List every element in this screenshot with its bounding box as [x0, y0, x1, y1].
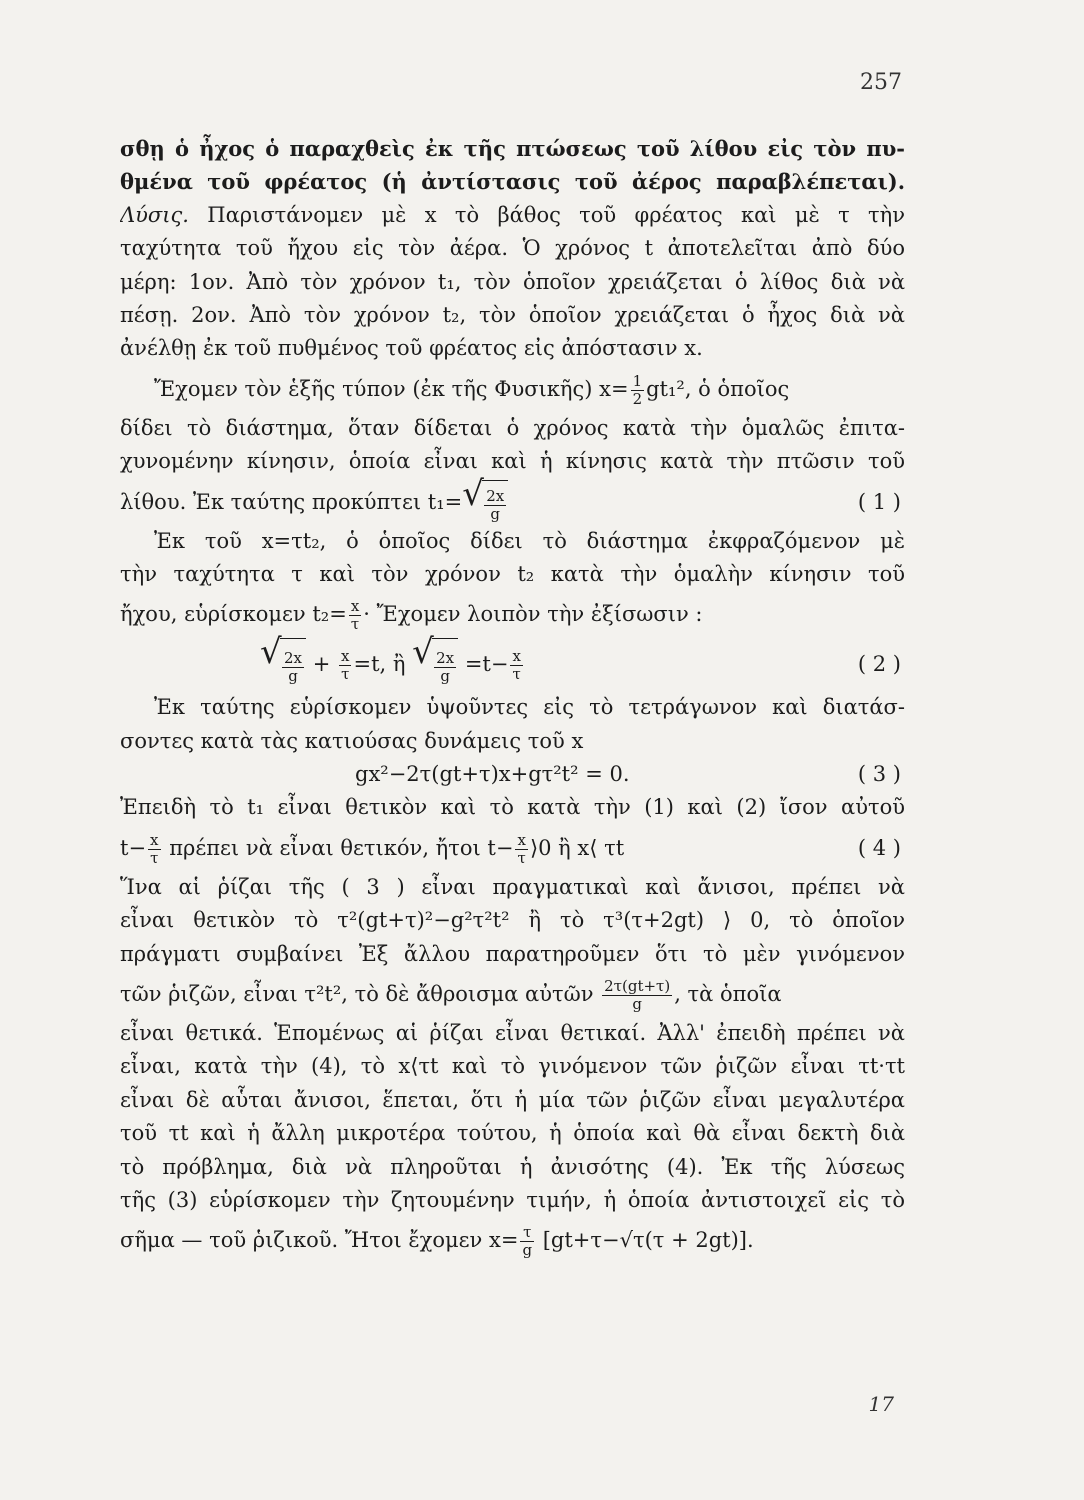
page-body [120, 132, 905, 1263]
equation-3: gx²−2τ(gt+τ)x+gτ²t² = 0. ( 3 ) [120, 758, 905, 791]
text-line: εἶναι θετικά. Ἑπομένως αἱ ῥίζαι εἶναι θετικαί. Ἀλλ' ἐπειδὴ πρέπει νὰ [120, 1021, 905, 1046]
text-line-formula: ἤχου, εὑρίσκομεν t₂= $\frac{x}{\tau}$ · Ἔχομεν λοιπὸν τὴν ἐξίσωσιν : [120, 597, 703, 634]
text-line: πέσῃ. 2ον. Ἀπὸ τὸν χρόνον t₂, τὸν ὁποῖον χρειάζεται ὁ ἦχος διὰ νὰ [120, 302, 905, 327]
equation-number: ( 1 ) [857, 489, 901, 514]
text-line: τὸ πρόβλημα, διὰ νὰ πληροῦται ἡ ἀνισότης (4). Ἐκ τῆς λύσεως [120, 1154, 905, 1179]
fraction: $\frac{1}{2}$ [632, 371, 643, 408]
square-root: √ $\frac{2x}{g}$ [462, 480, 508, 527]
text-line: Ἐπειδὴ τὸ t₁ εἶναι θετικὸν καὶ τὸ κατὰ τὴν (1) καὶ (2) ἴσον αὐτοῦ [120, 795, 905, 820]
equation-number: ( 3 ) [857, 762, 901, 787]
text-line: χυνομένην κίνησιν, ὁποία εἶναι καὶ ἡ κίνησις κατὰ τὴν πτῶσιν τοῦ [120, 449, 905, 474]
text-line-formula: t− $\frac{x}{\tau}$ πρέπει νὰ εἶναι θετικόν, ἤτοι t− $\frac{x}{\tau}$ ⟩0 ἢ x⟨ τt ( 4 ) [120, 825, 905, 871]
text-line: τὴν ταχύτητα τ καὶ τὸν χρόνον t₂ κατὰ τὴν ὁμαλὴν κίνησιν τοῦ [120, 561, 905, 586]
text-line: τοῦ τt καὶ ἡ ἄλλη μικροτέρα τούτου, ἡ ὁποία καὶ θὰ εἶναι δεκτὴ διὰ [120, 1121, 905, 1146]
text-line-formula: τῶν ῥιζῶν, εἶναι τ²t², τὸ δὲ ἄθροισμα αὐτῶν $\frac{2\tau(gt+\tau)}{g}$ , τὰ ὁποῖα [120, 977, 782, 1014]
text-line: τῆς (3) εὑρίσκομεν τὴν ζητουμένην τιμήν, ἡ ὁποία ἀντιστοιχεῖ εἰς τὸ [120, 1187, 905, 1212]
equation-number: ( 4 ) [857, 835, 901, 860]
signature-mark: 17 [868, 1392, 894, 1416]
equation-number: ( 2 ) [857, 652, 901, 677]
page-number: 257 [860, 70, 902, 95]
fraction: $\frac{x}{\tau}$ [350, 597, 360, 634]
text-line-formula: σῆμα — τοῦ ῥιζικοῦ. Ἤτοι ἔχομεν x= $\frac{\tau}{g}$ [gt+τ−√τ(τ + 2gt)]. [120, 1223, 754, 1260]
text-line: εἶναι θετικὸν τὸ τ²(gt+τ)²−g²τ²t² ἢ τὸ τ³(τ+2gt) ⟩ 0, τὸ ὁποῖον [120, 908, 905, 933]
text-line: εἶναι δὲ αὗται ἄνισοι, ἕπεται, ὅτι ἡ μία τῶν ῥιζῶν εἶναι μεγαλυτέρα [120, 1087, 905, 1112]
text-line: Λύσις. Παριστάνομεν μὲ x τὸ βάθος τοῦ φρέατος καὶ μὲ τ τὴν [120, 202, 905, 227]
text-line: Ἵνα αἱ ῥίζαι τῆς ( 3 ) εἶναι πραγματικαὶ καὶ ἄνισοι, πρέπει νὰ [120, 874, 905, 899]
text-line: θμένα τοῦ φρέατος (ἡ ἀντίστασις τοῦ ἀέρος παραβλέπεται). [120, 169, 905, 195]
text-line: ταχύτητα τοῦ ἤχου εἰς τὸν ἀέρα. Ὁ χρόνος t ἀποτελεῖται ἀπὸ δύο [120, 236, 905, 261]
text-line: μέρη: 1ον. Ἀπὸ τὸν χρόνον t₁, τὸν ὁποῖον χρειάζεται ὁ λίθος διὰ νὰ [120, 269, 905, 294]
text-line: πράγματι συμβαίνει Ἐξ ἄλλου παρατηροῦμεν ὅτι τὸ μὲν γινόμενον [120, 941, 905, 966]
text-line-formula: Ἔχομεν τὸν ἑξῆς τύπον (ἐκ τῆς Φυσικῆς) x= $\frac{1}{2}$ gt₁², ὁ ὁποῖος [154, 371, 790, 408]
solution-label: Λύσις. [120, 202, 189, 227]
text-line: εἶναι, κατὰ τὴν (4), τὸ x⟨τt καὶ τὸ γινόμενον τῶν ῥιζῶν εἶναι τt·τt [120, 1054, 905, 1079]
text-line: ἀνέλθῃ ἐκ τοῦ πυθμένος τοῦ φρέατος εἰς ἀπόστασιν x. [120, 336, 703, 361]
text-line-formula: λίθου. Ἐκ ταύτης προκύπτει t₁= √ $\frac{2x}{g}$ ( 1 ) [120, 479, 905, 525]
equation-2: √ $\frac{2x}{g}$ + $\frac{x}{\tau}$ =t, ἢ √ $\frac{2x}{g}$ =t− $\frac{x}{\tau}$ ( 2 ) [120, 637, 905, 691]
text-line: δίδει τὸ διάστημα, ὅταν δίδεται ὁ χρόνος κατὰ τὴν ὁμαλῶς ἐπιτα- [120, 415, 905, 440]
text-line: σθῃ ὁ ἦχος ὁ παραχθεὶς ἐκ τῆς πτώσεως τοῦ λίθου εἰς τὸν πυ- [120, 136, 905, 161]
text-line: σοντες κατὰ τὰς κατιούσας δυνάμεις τοῦ x [120, 728, 584, 753]
text-line: Ἐκ ταύτης εὑρίσκομεν ὑψοῦντες εἰς τὸ τετράγωνον καὶ διατάσ- [154, 695, 905, 720]
text-line: Ἐκ τοῦ x=τt₂, ὁ ὁποῖος δίδει τὸ διάστημα ἐκφραζόμενον μὲ [154, 528, 905, 553]
